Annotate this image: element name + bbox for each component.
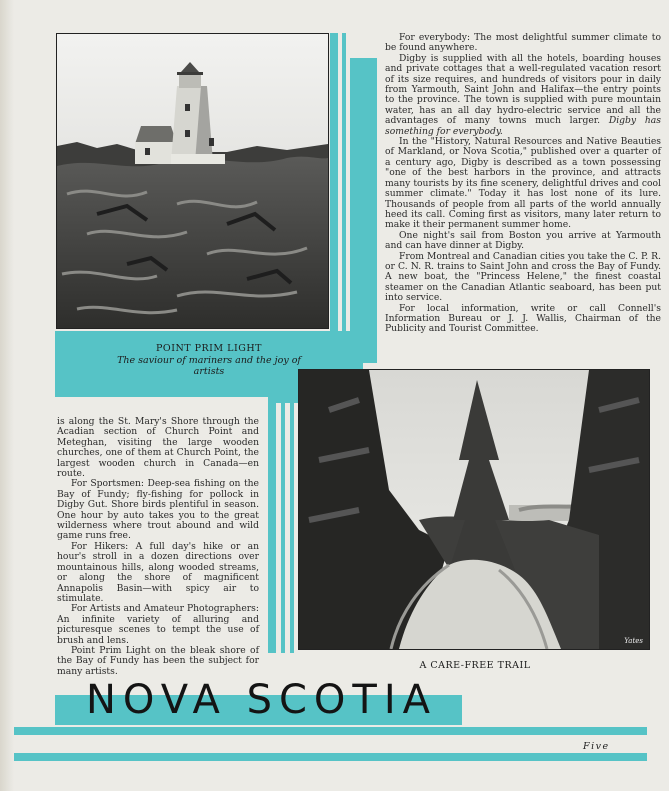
paragraph: is along the St. Mary's Shore through the Acadian section of Church Point and Meteghan, visiting the large wooden churches, one of them at Church Point, the largest wooden church in Canada—en route. bbox=[57, 416, 259, 480]
teal-stripe bbox=[14, 727, 647, 735]
right-text-column bbox=[385, 33, 661, 335]
page-title: NOVA SCOTIA bbox=[86, 677, 437, 723]
paragraph: For local information, write or call Connell's Information Bureau or J. J. Wallis, Chairman of the Publicity and Tourist Committee. bbox=[385, 302, 661, 335]
teal-bar bbox=[350, 58, 377, 363]
lighthouse-illustration bbox=[57, 34, 328, 328]
paragraph-text: Digby is supplied with all the hotels, boarding houses and private cottages that a well-regulated vacation resort of its size requires, and hundreds of visitors pour in daily from Yarmouth, Saint John and Halifax—the entry points to the province. The town is supplied with pure mountain water, has an all day hydro-electric service and all the advantages of many towns much larger. bbox=[385, 52, 661, 127]
paragraph: For Sportsmen: Deep-sea fishing on the Bay of Fundy; fly-fishing for pollock in Digby Gut. Shore birds plentiful in season. One hour by auto takes you to the great wilderness where trout abound and wild game runs free. bbox=[57, 478, 259, 542]
teal-bar bbox=[281, 403, 285, 653]
trail-caption-title: A CARE-FREE TRAIL bbox=[419, 660, 531, 671]
page-number: Five bbox=[583, 741, 610, 752]
trail-photo bbox=[298, 369, 650, 650]
teal-bar bbox=[268, 403, 276, 653]
paragraph bbox=[385, 54, 661, 137]
paragraph: From Montreal and Canadian cities you take the C. P. R. or C. N. R. trains to Saint John and cross the Bay of Fundy. A new boat, the "Princess Helene," the finest coastal steamer on the Canadian Atlantic seaboard, has been put into service. bbox=[385, 250, 661, 304]
lighthouse-photo bbox=[56, 33, 329, 329]
trail-illustration bbox=[299, 370, 649, 649]
paragraph: For Artists and Amateur Photographers: An infinite variety of alluring and picturesque scenes to tempt the use of brush and lens. bbox=[57, 603, 259, 646]
teal-bar bbox=[290, 403, 294, 653]
paragraph: Point Prim Light on the bleak shore of the Bay of Fundy has been the subject for many artists. bbox=[57, 644, 259, 677]
paragraph: For everybody: The most delightful summer climate to be found anywhere. bbox=[385, 32, 661, 54]
lighthouse-caption bbox=[104, 343, 314, 377]
teal-stripe bbox=[14, 753, 647, 761]
lighthouse-caption-subtitle: The saviour of mariners and the joy of artists bbox=[117, 355, 301, 377]
page-fold-shadow bbox=[0, 0, 14, 791]
paragraph: For Hikers: A full day's hike or an hour's stroll in a dozen directions over mountainous hills, along wooded streams, or along the shore of magnificent Annapolis Basin—with spicy air to stimulate. bbox=[57, 540, 259, 604]
photographer-signature: Yates bbox=[624, 637, 643, 645]
paragraph: In the "History, Natural Resources and Native Beauties of Markland, or Nova Scotia," published over a quarter of a century ago, Digby is described as a town possessing "one of the best harbors in the province, and attracts many tourists by its fine scenery, delightful drives and cool summer climate." Today it has lost none of its lure. Thousands of people from all parts of the world annually heed its call. Coming first as visitors, many later return to make it their permanent summer home. bbox=[385, 136, 661, 231]
trail-caption bbox=[400, 660, 550, 671]
paragraph: One night's sail from Boston you arrive at Yarmouth and can have dinner at Digby. bbox=[385, 229, 661, 252]
left-text-column bbox=[57, 417, 259, 677]
teal-bar bbox=[342, 33, 346, 363]
teal-bar bbox=[330, 33, 338, 363]
italic-phrase: Digby has something for everybody. bbox=[385, 115, 661, 137]
lighthouse-caption-title: POINT PRIM LIGHT bbox=[156, 343, 262, 354]
